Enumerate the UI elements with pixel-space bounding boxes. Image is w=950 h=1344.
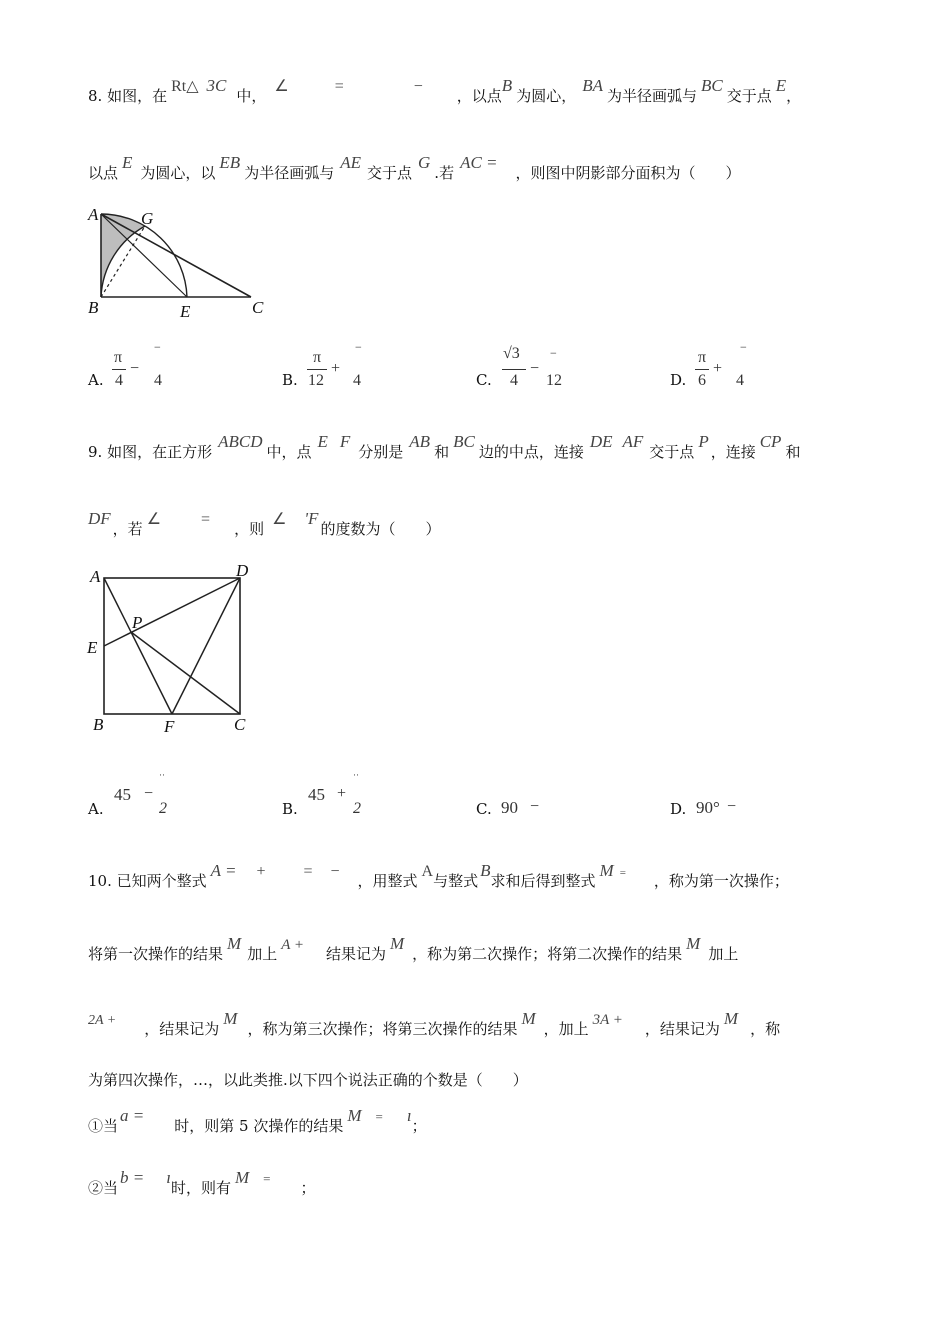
math-bc: BC bbox=[453, 432, 475, 451]
frac-den: 4 bbox=[154, 372, 162, 389]
math-rt-triangle: Rt△ bbox=[171, 78, 199, 95]
label-f: F bbox=[164, 717, 175, 736]
math-a-equals: A = bbox=[210, 861, 237, 880]
text: ，则图中阴影部分面积为（ ） bbox=[515, 164, 741, 182]
math-de: DE bbox=[589, 432, 613, 451]
frac-den: 6 bbox=[698, 372, 706, 389]
text: 和 bbox=[785, 443, 801, 461]
value: 90 bbox=[501, 798, 518, 817]
math-equals: = bbox=[334, 78, 344, 95]
value: 45 bbox=[308, 785, 325, 804]
label-g: G bbox=[141, 209, 154, 228]
text: 交于点 bbox=[649, 443, 695, 461]
frac-num: ·· bbox=[159, 770, 165, 780]
math-e: E bbox=[317, 432, 328, 451]
math-2a-plus: 2A + bbox=[88, 1013, 117, 1028]
text: 与整式 bbox=[433, 872, 479, 890]
label-c: C bbox=[252, 298, 264, 317]
text: 的度数为（ ） bbox=[320, 520, 441, 538]
label-a: A bbox=[90, 567, 101, 586]
text: 结果记为 bbox=[325, 945, 386, 963]
math-a: ı bbox=[166, 1168, 171, 1187]
math-a-plus: A + bbox=[281, 937, 304, 953]
text: ，称 bbox=[750, 1020, 781, 1038]
text: .若 bbox=[434, 164, 455, 182]
operator: + bbox=[331, 360, 341, 377]
math-f: F bbox=[339, 432, 351, 451]
text: 边的中点，连接 bbox=[478, 443, 584, 461]
math-equals: = bbox=[619, 867, 626, 879]
text: ②当 bbox=[88, 1179, 119, 1197]
q8-stem-line1 bbox=[88, 76, 802, 107]
operator: − bbox=[130, 360, 140, 377]
operator: + bbox=[713, 360, 723, 377]
text: 交于点 bbox=[726, 87, 772, 105]
frac-den: 2 bbox=[353, 800, 361, 817]
math-m: M bbox=[235, 1168, 250, 1187]
operator: − bbox=[530, 798, 540, 815]
text: ，则 bbox=[234, 520, 265, 538]
math-bc: BC bbox=[701, 76, 723, 95]
math-b: B bbox=[501, 76, 513, 95]
label-b: B bbox=[93, 715, 104, 734]
math-a-equals: a = bbox=[120, 1106, 145, 1125]
q10-statement-2 bbox=[88, 1168, 316, 1199]
q10-stem-line3 bbox=[88, 1009, 781, 1041]
text: ，连接 bbox=[710, 443, 756, 461]
text: 9. 如图，在正方形 bbox=[88, 443, 213, 461]
frac-num: − bbox=[550, 346, 557, 360]
text: ，加上 bbox=[543, 1020, 589, 1038]
text: 10. 已知两个整式 bbox=[88, 872, 207, 890]
option-label: B. bbox=[282, 800, 298, 818]
math-m1: M bbox=[227, 934, 242, 953]
q10-stem-line4 bbox=[88, 1070, 528, 1090]
text: 中， bbox=[236, 87, 267, 105]
q9-stem-line2 bbox=[88, 509, 441, 540]
text: ，称为第一次操作； bbox=[653, 872, 789, 890]
math-minus: − bbox=[413, 78, 423, 95]
q8-figure bbox=[84, 205, 274, 320]
frac-num: √3 bbox=[503, 345, 520, 362]
math-angle: ∠ bbox=[274, 78, 289, 95]
q10-stem-line1 bbox=[88, 861, 789, 893]
text: 求和后得到整式 bbox=[490, 872, 596, 890]
text: 为半径画弧与 bbox=[244, 164, 335, 182]
math-b: B bbox=[480, 861, 491, 880]
math-ba: BA bbox=[582, 76, 603, 95]
math-m3: M bbox=[521, 1009, 536, 1028]
q9-stem-line1 bbox=[88, 432, 801, 462]
frac-num: π bbox=[698, 349, 707, 366]
math-df: DF bbox=[88, 509, 111, 528]
math-equals: = bbox=[375, 1109, 383, 1124]
math-ae: AE bbox=[340, 153, 361, 172]
segment-af bbox=[104, 578, 172, 714]
math-a: ı bbox=[406, 1106, 412, 1125]
text: ，用整式 bbox=[357, 872, 418, 890]
frac-num: − bbox=[740, 340, 747, 354]
option-label: C. bbox=[476, 371, 492, 389]
frac-den: 4 bbox=[736, 372, 744, 389]
frac-den: 4 bbox=[115, 372, 123, 389]
math-eb: EB bbox=[219, 153, 241, 172]
label-c: C bbox=[234, 715, 246, 734]
value: 45 bbox=[114, 785, 131, 804]
math-m2: M bbox=[389, 934, 405, 953]
text: 为圆心， bbox=[516, 87, 577, 105]
math-b-equals: b = bbox=[120, 1168, 145, 1187]
label-b: B bbox=[88, 298, 99, 317]
text: ，结果记为 bbox=[144, 1020, 220, 1038]
text: 分别是 bbox=[358, 443, 404, 461]
frac-num: π bbox=[313, 349, 322, 366]
label-d: D bbox=[236, 561, 249, 580]
math-e: E bbox=[122, 153, 133, 172]
operator: − bbox=[144, 785, 154, 802]
math-minus: − bbox=[330, 863, 340, 880]
math-f: 'F bbox=[304, 509, 319, 528]
frac-bar bbox=[307, 369, 327, 370]
text: ，称为第二次操作；将第二次操作的结果 bbox=[412, 945, 683, 963]
text: ①当 bbox=[88, 1117, 119, 1135]
text: 以点 bbox=[88, 164, 119, 182]
frac-bar bbox=[112, 369, 126, 370]
math-cp: CP bbox=[759, 432, 782, 451]
math-angle: ∠ bbox=[272, 511, 287, 528]
math-p: P bbox=[698, 432, 709, 451]
text: ，若 bbox=[112, 520, 143, 538]
operator: − bbox=[727, 798, 737, 815]
math-ac-equals: AC = bbox=[460, 153, 498, 172]
math-m5: M bbox=[347, 1106, 362, 1125]
operator: + bbox=[337, 785, 347, 802]
text: 交于点 bbox=[367, 164, 413, 182]
text: 为圆心，以 bbox=[140, 164, 216, 182]
math-m4: M bbox=[723, 1009, 739, 1028]
math-m3: M bbox=[223, 1009, 238, 1028]
option-label: A. bbox=[88, 371, 104, 389]
text: 时，则第 5 次操作的结果 bbox=[174, 1117, 344, 1135]
label-a: A bbox=[88, 205, 99, 224]
text: 加上 bbox=[708, 945, 739, 963]
text: 时，则有 bbox=[170, 1179, 231, 1197]
math-equals: = bbox=[263, 1171, 271, 1186]
segment-pc bbox=[131, 632, 240, 714]
frac-num: − bbox=[154, 340, 161, 354]
math-plus: + bbox=[256, 863, 266, 880]
text: 中，点 bbox=[266, 443, 312, 461]
text: 8. 如图，在 bbox=[88, 87, 168, 105]
operator: − bbox=[530, 360, 540, 377]
option-label: D. bbox=[670, 800, 687, 818]
math-m1: M bbox=[599, 861, 614, 880]
frac-den: 12 bbox=[546, 372, 562, 389]
frac-bar bbox=[502, 369, 526, 370]
text: ； bbox=[300, 1179, 316, 1197]
q10-stem-line2 bbox=[88, 934, 739, 965]
q9-figure bbox=[84, 560, 264, 740]
frac-den: 4 bbox=[353, 372, 361, 389]
segment-de bbox=[104, 578, 240, 646]
text: ，称为第三次操作；将第三次操作的结果 bbox=[247, 1020, 518, 1038]
q8-stem-line2 bbox=[88, 153, 741, 183]
text: 和 bbox=[434, 443, 450, 461]
math-equals: = bbox=[201, 511, 211, 528]
text: 加上 bbox=[247, 945, 278, 963]
text: ， bbox=[786, 87, 802, 105]
frac-num: π bbox=[114, 349, 123, 366]
math-af: AF bbox=[622, 432, 644, 451]
math-equals: = bbox=[303, 863, 313, 880]
text: ； bbox=[411, 1117, 427, 1135]
option-label: D. bbox=[670, 371, 687, 389]
math-m2: M bbox=[686, 934, 701, 953]
value: 90° bbox=[696, 798, 720, 817]
option-label: B. bbox=[282, 371, 298, 389]
frac-num: − bbox=[355, 340, 362, 354]
option-label: A. bbox=[88, 800, 104, 818]
math-3a-plus: 3A + bbox=[592, 1012, 623, 1028]
frac-den: 4 bbox=[510, 372, 518, 389]
frac-den: 2 bbox=[159, 800, 167, 817]
math-bc: 3C bbox=[206, 76, 227, 95]
math-g: G bbox=[418, 153, 431, 172]
math-angle: ∠ bbox=[146, 511, 162, 528]
text: 为半径画弧与 bbox=[606, 87, 697, 105]
text: ，结果记为 bbox=[644, 1020, 720, 1038]
label-p: P bbox=[132, 613, 143, 632]
math-ab: AB bbox=[409, 432, 431, 451]
text: 将第一次操作的结果 bbox=[88, 945, 224, 963]
segment-df bbox=[172, 578, 240, 714]
frac-num: ·· bbox=[353, 770, 359, 780]
text: ，以点 bbox=[456, 87, 502, 105]
segment-ac bbox=[101, 214, 251, 297]
frac-bar bbox=[695, 369, 709, 370]
label-e: E bbox=[180, 302, 191, 320]
math-e: E bbox=[775, 76, 787, 95]
frac-den: 12 bbox=[308, 372, 324, 389]
math-a: A bbox=[421, 863, 434, 880]
square-abcd bbox=[104, 578, 240, 714]
math-abcd: ABCD bbox=[218, 432, 263, 451]
text: 为第四次操作，…，以此类推.以下四个说法正确的个数是（ ） bbox=[88, 1071, 528, 1089]
option-label: C. bbox=[476, 800, 492, 818]
label-e: E bbox=[87, 638, 98, 657]
q10-statement-1 bbox=[88, 1106, 427, 1137]
